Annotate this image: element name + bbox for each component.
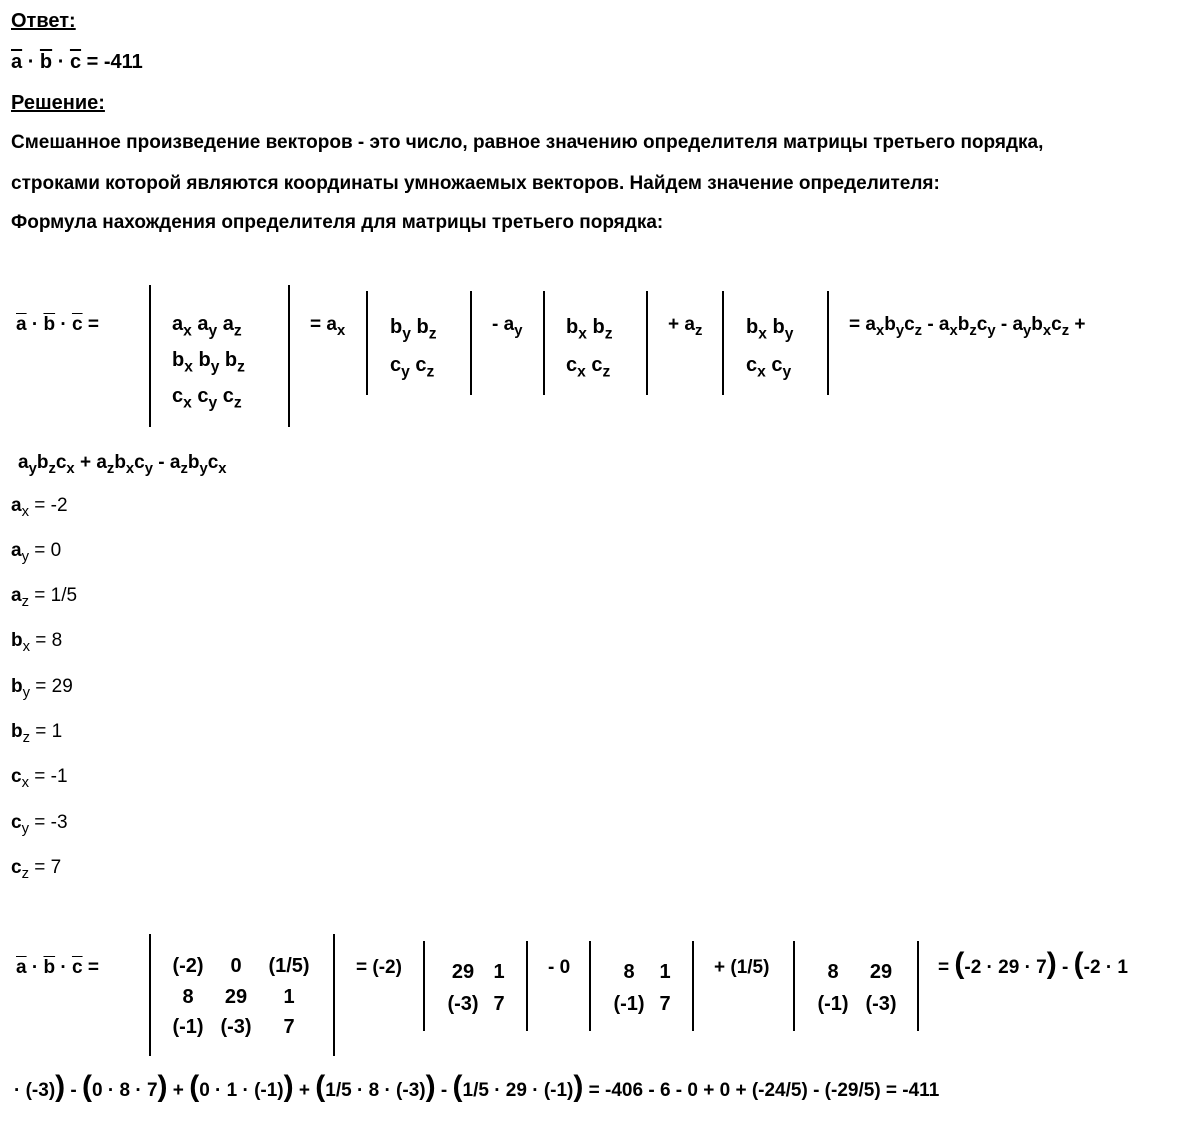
symbolic-minor: $b_x$ $b_y$ $c_x$ $c_y$: [746, 316, 794, 381]
coordinate-value: $b_z = 1$: [11, 721, 63, 747]
determinant-bar: [692, 941, 694, 1031]
determinant-bar: [333, 934, 335, 1056]
determinant-bar: [589, 941, 591, 1031]
symbolic-minor: $b_x$ $b_z$ $c_x$ $c_z$: [566, 316, 613, 381]
determinant-bar: [646, 291, 648, 395]
minor-coefficient: - 0: [548, 957, 571, 978]
symbolic-lhs: $\overline{a} \cdot \overline{b} \cdot \overline{c}$ =: [16, 314, 99, 335]
dot-operator: ·: [27, 51, 35, 73]
solution-heading: Решение:: [11, 92, 105, 114]
coordinate-value: $c_x = -1$: [11, 766, 68, 792]
answer-heading: Ответ:: [11, 10, 76, 32]
determinant-bar: [543, 291, 545, 395]
coordinate-value: $b_x = 8$: [11, 630, 63, 656]
symbolic-minor: $b_y$ $b_z$ $c_y$ $c_z$: [390, 316, 437, 381]
determinant-bar: [423, 941, 425, 1031]
coordinate-value: $c_y = -3$: [11, 812, 68, 838]
coordinate-value: $b_y = 29$: [11, 676, 73, 702]
paragraph-line: Формула нахождения определителя для матрицы третьего порядка:: [11, 212, 664, 233]
vector-c: $\overline{c}$: [69, 51, 82, 73]
determinant-bar: [149, 285, 151, 427]
vector-b: $\overline{b}$: [39, 51, 53, 73]
minor-coefficient: = $a_x$: [310, 314, 346, 340]
symbolic-matrix: $a_x$ $a_y$ $a_z$ $b_x$ $b_y$ $b_z$ $c_x$ $c_y$ $c_z$: [172, 313, 245, 412]
coordinate-value: $a_z = 1/5$: [11, 585, 78, 611]
answer-value: = -411: [86, 51, 143, 73]
determinant-bar: [722, 291, 724, 395]
minor-coefficient: - $a_y$: [492, 314, 523, 340]
expansion-part2: $a_yb_zc_x + a_zb_xc_y - a_zb_yc_x$: [18, 452, 227, 478]
determinant-bar: [526, 941, 528, 1031]
determinant-bar: [917, 941, 919, 1031]
vector-a: $\overline{a}$: [11, 51, 23, 73]
determinant-bar: [793, 941, 795, 1031]
minor-coefficient: = (-2): [356, 957, 402, 978]
coordinate-value: $a_x = -2$: [11, 495, 68, 521]
dot-operator: ·: [57, 51, 65, 73]
expansion-numeric-part2: · (-3)) - (0 · 8 · 7) + (0 · 1 · (-1)) + (1/5 · 8 · (-3)) - (1/5 · 29 · (-1)) = -406 - 6 - 0 + 0 + (-24/5) - (-29/5) = -411: [14, 1070, 940, 1103]
numeric-lhs: $\overline{a} \cdot \overline{b} \cdot \overline{c}$ =: [16, 957, 99, 978]
coordinate-value: $a_y = 0$: [11, 540, 62, 566]
minor-coefficient: + $a_z$: [668, 314, 703, 340]
answer-expression: [11, 51, 143, 74]
determinant-bar: [149, 934, 151, 1056]
paragraph-line: строками которой являются координаты умножаемых векторов. Найдем значение определителя:: [11, 173, 940, 194]
expansion-numeric-part1: = (-2 · 29 · 7) - (-2 · 1: [938, 947, 1128, 980]
paragraph-line: Смешанное произведение векторов - это число, равное значению определителя матрицы третьего порядка,: [11, 132, 1044, 153]
determinant-bar: [366, 291, 368, 395]
determinant-bar: [288, 285, 290, 427]
expansion-part1: = $a_xb_yc_z - a_xb_zc_y - a_yb_xc_z$ +: [849, 314, 1086, 340]
determinant-bar: [470, 291, 472, 395]
minor-coefficient: + (1/5): [714, 957, 770, 978]
determinant-bar: [827, 291, 829, 395]
coordinate-value: $c_z = 7$: [11, 857, 62, 883]
